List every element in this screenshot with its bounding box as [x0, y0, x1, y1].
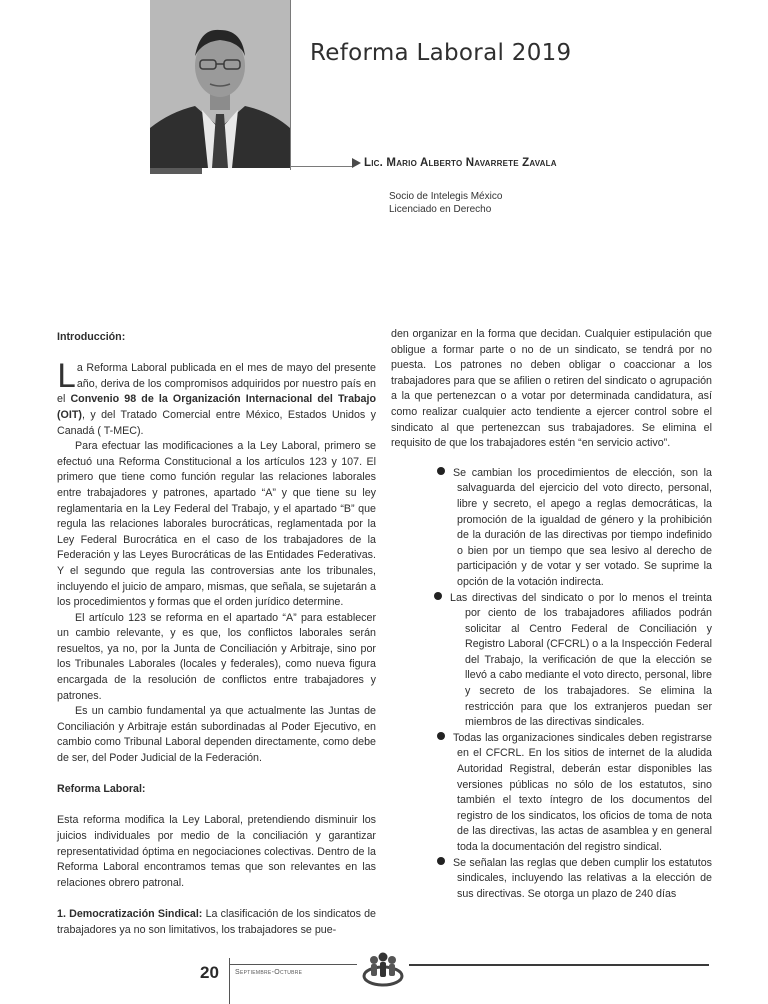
section-heading: 1. Democratización Sindical:	[57, 907, 203, 920]
intro-paragraph	[57, 357, 376, 439]
bullet-icon	[437, 732, 445, 740]
author-affiliation	[389, 190, 502, 216]
list-item-text: Las directivas del sindicato o por lo menos el treinta por ciento de los trabajadores afiliados podrán solicitar al Centro Federal de Conciliación y Registro Laboral (CFCRL) o a la Inspección Federal del Trabajo, la verificación de que la elección se llevó a cabo mediante el voto directo, personal, libre y secreto de los trabajadores. Se elimina la restricción para que los extranjeros puedan ser miembros de las directivas sindicales.	[450, 591, 712, 729]
list-item	[391, 466, 712, 591]
author-portrait	[150, 0, 290, 168]
arrow-right-icon	[352, 158, 361, 168]
footer-rule-left	[229, 964, 357, 965]
convenio-bold: Convenio 98 de la Organización Internacional del Trabajo (OIT)	[57, 393, 376, 421]
author-rule	[290, 166, 352, 167]
page-number: 20	[200, 963, 219, 982]
paragraph: Es un cambio fundamental ya que actualmente las Juntas de Conciliación y Arbitraje están subordinadas al Poder Ejecutivo, en cambio como Tribunal Laboral dependen directamente, como debe de ser, del Poder Judicial de la Federación.	[57, 705, 376, 765]
bullet-icon	[434, 592, 442, 600]
list-item	[391, 591, 712, 731]
bullet-icon	[437, 467, 445, 475]
right-column	[391, 327, 712, 902]
section-text: La clasificación de los sindicatos de trabajadores ya no son limitativos, los trabajadores se pue-	[57, 907, 376, 936]
footer-rule-right	[409, 964, 709, 966]
author-photo-frame	[150, 0, 290, 170]
issue-label: Septiembre-Octubre	[235, 969, 303, 976]
list-item-text: Se señalan las reglas que deben cumplir los estatutos sindicales, incluyendo las relativas a la elección de sus directivas. Se otorga un plazo de 240 días	[453, 856, 712, 900]
paragraph: Para efectuar las modificaciones a la Ley Laboral, primero se efectuó una Reforma Constitucional a los artículos 123 y 107. El primero que tiene como función regular las relaciones laborales entre trabajadores y patrones, apartado “A” y que tiene su ley reglamentaria en la Ley Federal del Trabajo, y el apartado “B” que regula las relaciones laborales burocráticas, reglamentada por la Ley Federal Burocrática en el caso de los trabajadores de la Federación y las Leyes Burocráticas de las Entidades Federativas. Y el segundo que regula las controversias ante los tribunales, incluyendo el juicio de amparo, mismas, que señala, se sujetarán a los procedimientos y formas que el orden jurídico determine.	[57, 440, 376, 609]
author-photo	[150, 0, 290, 168]
intro-text-end: , y del Tratado Comercial entre México, Estados Unidos y Canadá ( T-MEC).	[57, 408, 376, 437]
reforma-heading: Reforma Laboral:	[57, 783, 146, 796]
header-vertical-rule	[290, 0, 291, 170]
list-item	[391, 731, 712, 856]
bullet-list	[391, 466, 712, 903]
photo-accent-bar	[150, 168, 202, 174]
paragraph: Esta reforma modifica la Ley Laboral, pretendiendo disminuir los juicios individuales por medio de la conciliación y garantizar representatividad óptima en negociaciones colectivas. Dentro de la Reforma Laboral encontramos temas que son relevantes en las relaciones obrero patronal.	[57, 814, 376, 889]
magazine-logo-icon	[362, 950, 404, 990]
bullet-icon	[437, 857, 445, 865]
drop-cap: L	[57, 357, 75, 396]
paragraph: den organizar en la forma que decidan. Cualquier estipulación que obligue a formar parte o no de un sindicato, se tendrá por no puesta. Los patrones no deben obligar o coaccionar a los trabajadores para que se afilien o retiren del sindicato o agrupación a la que pertenezcan o a votar por determinada candidatura, así como realizar cualquier acto tendiente a ejercer control sobre el sindicato al que pertenezcan sus trabajadores. Se elimina el requisito de que los trabajadores estén “en servicio activo”.	[391, 328, 712, 450]
list-item-text: Todas las organizaciones sindicales deben registrarse en el CFCRL. En los sitios de internet de la aludida Autoridad Registral, deberán estar disponibles las versiones públicas no sólo de los estatutos, sino también el texto íntegro de los documentos del registro de los sindicatos, los oficios de toma de nota de las directivas, las actas de asamblea y en general toda la documentación del registro sindical.	[453, 731, 712, 853]
author-name: Lic. Mario Alberto Navarrete Zavala	[364, 157, 557, 169]
list-item	[391, 856, 712, 903]
author-line	[352, 157, 557, 169]
intro-text: a Reforma Laboral publicada en el mes de mayo del presente año, deriva de los compromisos adquiridos por nuestro país en el	[57, 362, 376, 406]
affiliation-line: Licenciado en Derecho	[389, 204, 492, 215]
affiliation-line: Socio de Intelegis México	[389, 191, 503, 202]
list-item-text: Se cambian los procedimientos de elección, son la salvaguarda del ejercicio del voto directo, personal, libre y secreto, el apego a reglas democráticas, la promoción de la igualdad de género y la prohibición de la duración de las directivas por tiempo indefinido o bien por un tiempo que sea lesivo al derecho de participación y de votar y ser votado. Se suprime la opción de la votación indirecta.	[453, 466, 712, 588]
left-column	[57, 330, 376, 938]
intro-heading: Introducción:	[57, 331, 126, 343]
paragraph: El artículo 123 se reforma en el apartado “A” para establecer un cambio relevante, y es que, los conflictos laborales serán resueltos, ya no, por la Junta de Conciliación y Arbitraje, sino por los Tribunales Laborales (locales y federales), como nueva figura encargada de la resolución de conflictos entre trabajadores y patrones.	[57, 611, 376, 702]
paragraph	[57, 907, 376, 938]
article-title: Reforma Laboral 2019	[310, 40, 572, 66]
